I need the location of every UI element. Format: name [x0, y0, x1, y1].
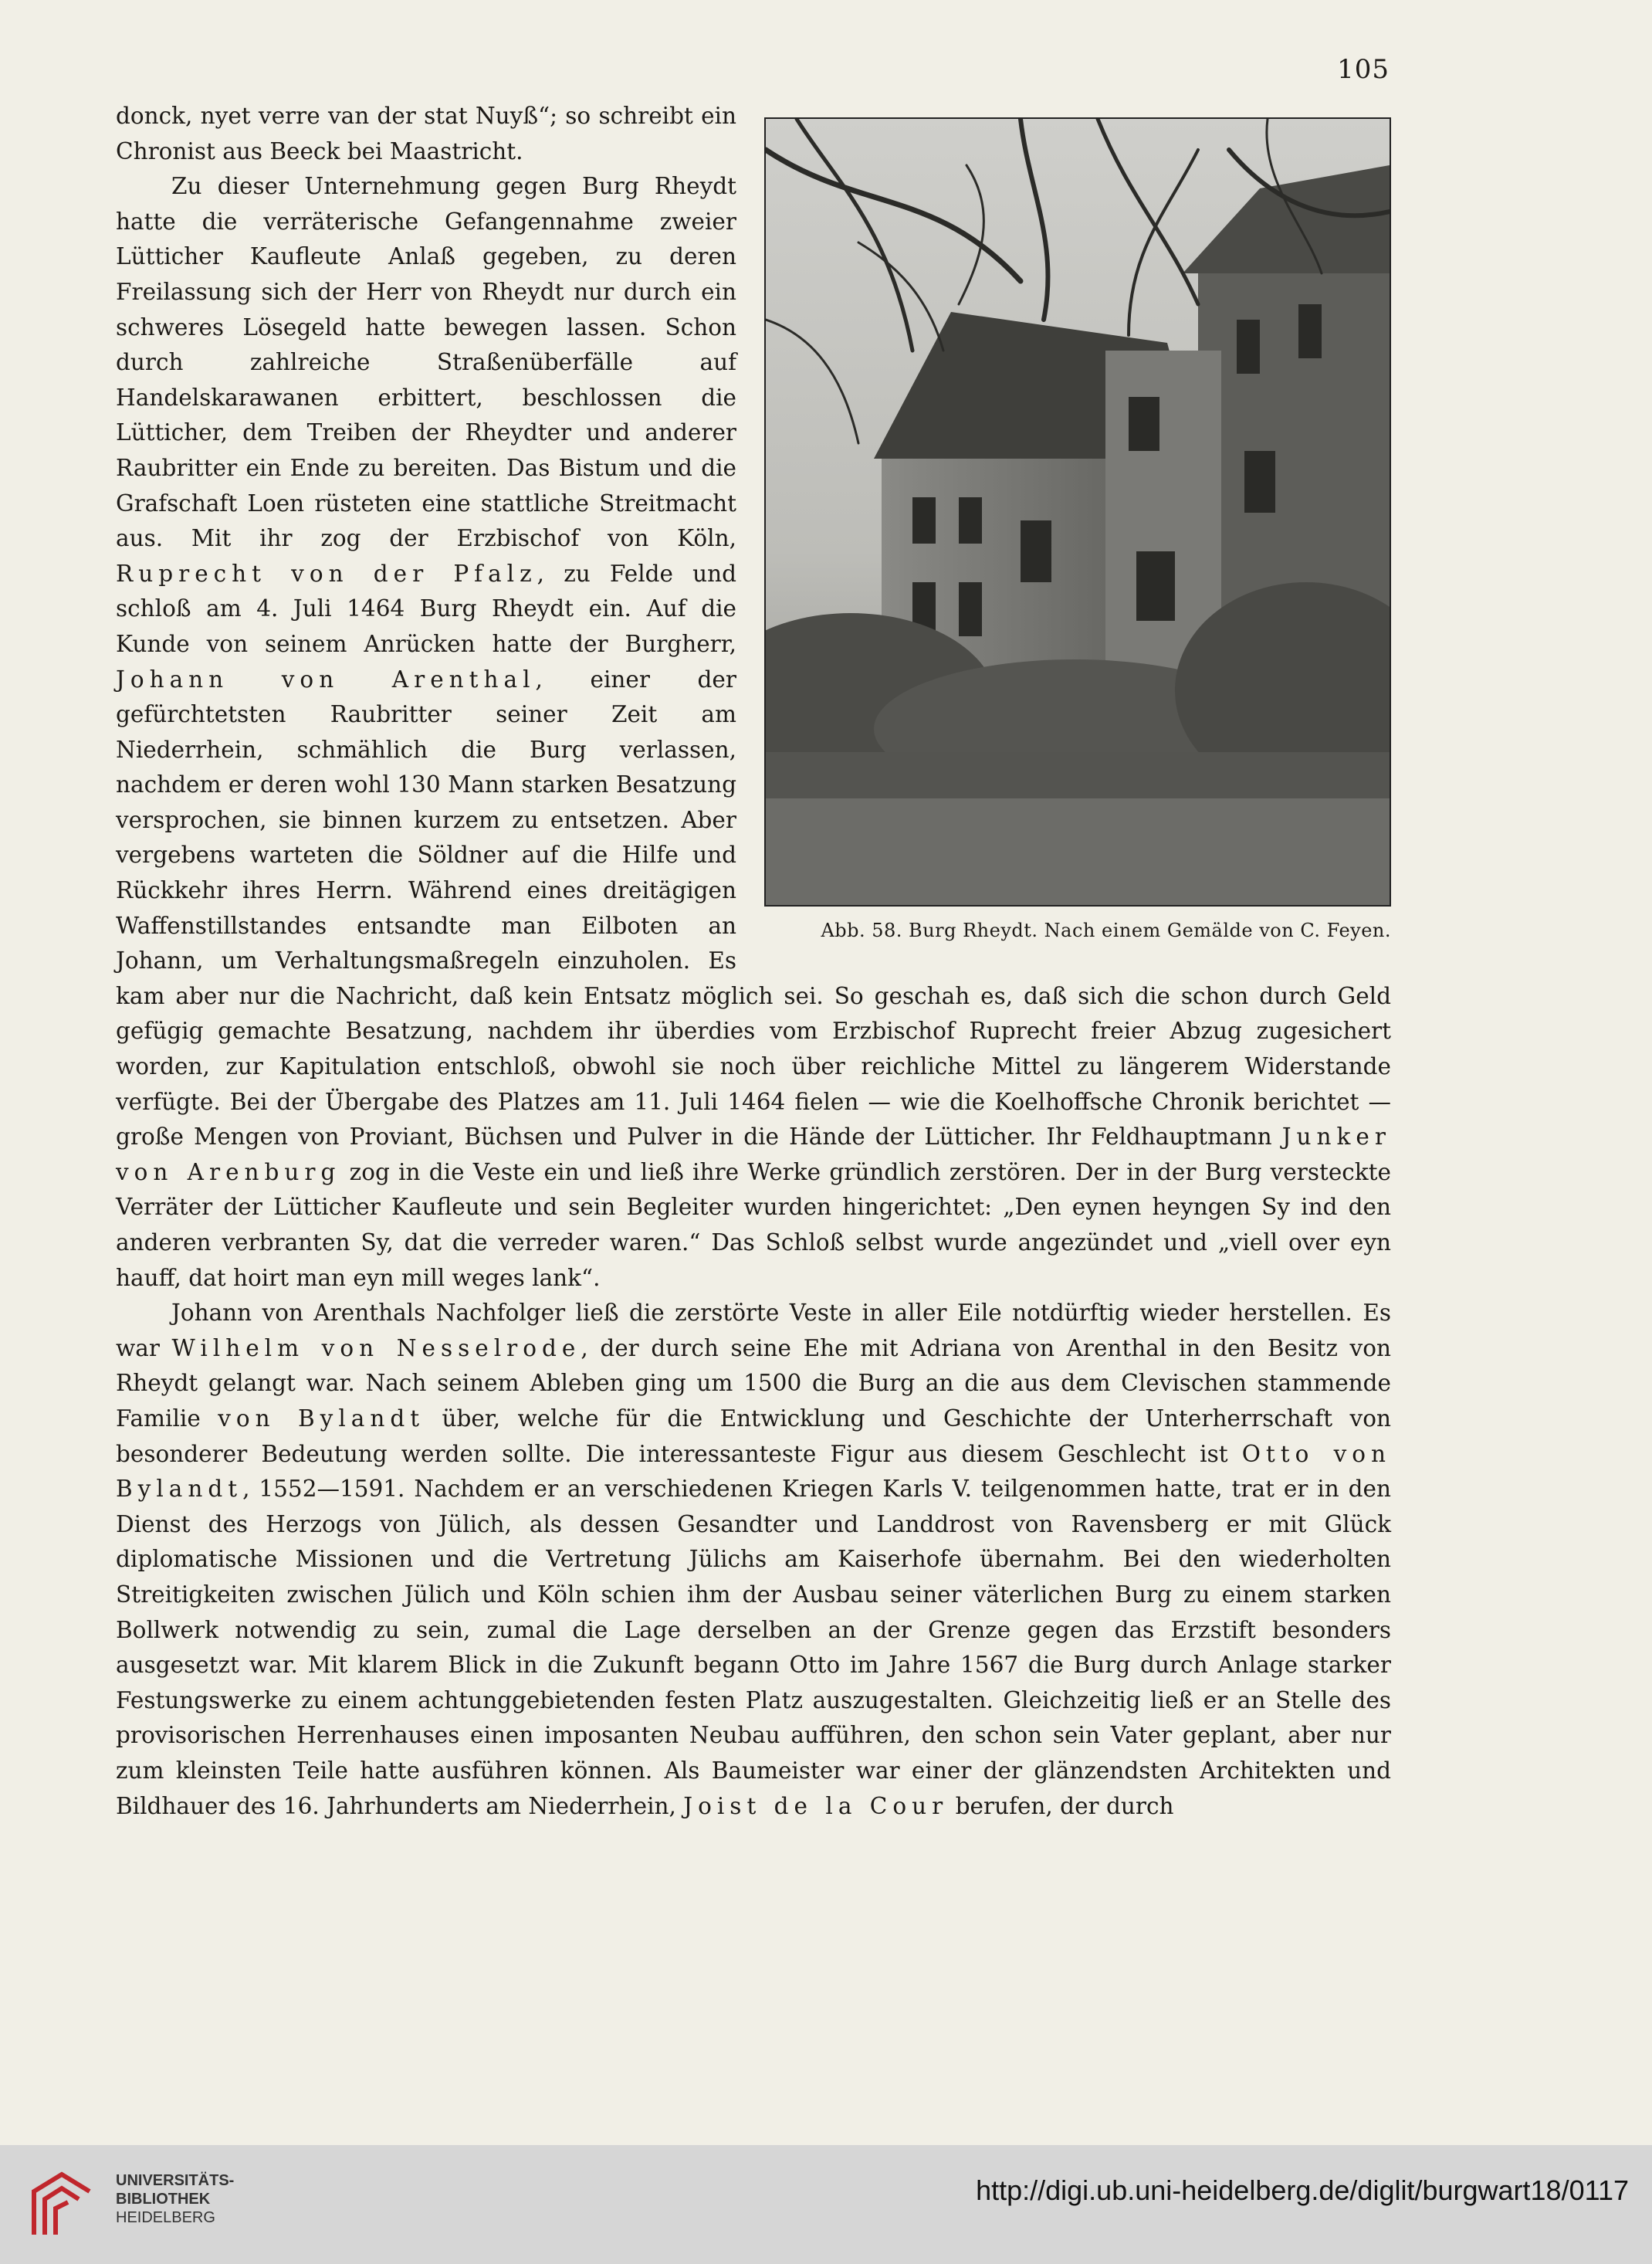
figure	[764, 117, 1391, 944]
text-run: , 1552—1591. Nachdem er an verschiedenen Kriegen Karls V. teilgenommen hatte, trat er in den Dienst des Herzogs von Jülich, als dessen Gesandter und Landdrost von Ravensberg er mit Glück diplomatische Missionen und die Vertretung Jülichs am Kaiserhofe übernahm. Bei den wiederholten Streitigkeiten zwischen Jülich und Köln schien ihm der Ausbau seiner väterlichen Burg zu einem starken Bollwerk notwendig zu sein, zumal die Lage derselben an der Grenze gegen das Erzstift besonders ausgesetzt war. Mit klarem Blick in die Zukunft begann Otto im Jahre 1567 die Burg durch Anlage starker Festungswerke zu einem achtunggebietenden festen Platz auszugestalten. Gleichzeitig ließ er an Stelle des provisorischen Herrenhauses einen imposanten Neubau aufführen, den schon sein Vater geplant, aber nur zum kleinsten Teile hatte ausführen können. Als Baumeister war einer der glänzendsten Architekten und Bildhauer des 16. Jahrhunderts am Niederrhein,	[116, 1476, 1391, 1819]
emphasized-name: Otto von Bylandt	[116, 1440, 1391, 1503]
text-run: donck, nyet verre van der stat Nuyß“; so schreibt ein Chronist aus Beeck bei Maastricht.	[116, 103, 736, 164]
source-url[interactable]: http://digi.ub.uni-heidelberg.de/diglit/burgwart18/0117	[976, 2174, 1629, 2206]
article-body	[116, 99, 1391, 1824]
text-run: Zu dieser Unternehmung gegen Burg Rheydt hatte die verräterische Gefangennahme zweier Lütticher Kaufleute Anlaß gegeben, zu deren Freilassung sich der Herr von Rheydt nur durch ein schweres Lösegeld hatte bewegen lassen. Schon durch zahlreiche Straßenüberfälle auf Handelskarawanen erbittert, beschlossen die Lütticher, dem Treiben der Rheydter und anderer Raubritter ein Ende zu bereiten. Das Bistum und die Grafschaft Loen rüsteten eine stattliche Streitmacht aus. Mit ihr zog der Erzbischof von Köln,	[116, 173, 736, 552]
castle-illustration	[766, 119, 1390, 905]
emphasized-name: Wilhelm von Nesselrode	[171, 1334, 581, 1361]
page-number: 105	[1337, 54, 1390, 85]
paragraph	[116, 1296, 1391, 1824]
emphasized-name: von Bylandt	[218, 1405, 425, 1432]
text-run: berufen, der durch	[948, 1792, 1174, 1819]
text-run: über, welche für die Entwicklung und Geschichte der Unterherrschaft von besonderer Bedeutung werden sollte. Die interessanteste Figur aus diesem Geschlecht ist	[116, 1405, 1391, 1467]
library-logo-icon	[19, 2161, 105, 2247]
text-run: , einer der gefürchtetsten Raubritter seiner Zeit am Niederrhein, schmählich die Burg verlassen, nachdem er deren wohl 130 Mann starken Besatzung versprochen, sie binnen kurzem zu entsetzen. Aber vergebens warteten die Söldner auf die Hilfe und Rückkehr ihres Herrn. Während eines dreitägigen Waffenstillstandes entsandte man Eilboten an Johann, um Verhaltungsmaßregeln einzuholen. Es kam aber nur die Nachricht, daß kein Entsatz möglich sei. So geschah es, daß sich die schon durch Geld gefügig gemachte Besatzung, nachdem ihr überdies vom Erzbischof Ruprecht freier Abzug zugesichert worden, zur Kapitulation entschloß, obwohl sie noch über reichliche Mittel zu längerem Widerstande verfügte. Bei der Übergabe des Platzes am 11. Juli 1464 fielen — wie die Koelhoffsche Chronik berichtet — große Mengen von Proviant, Büchsen und Pulver in die Hände der Lütticher. Ihr Feldhauptmann	[116, 666, 1391, 1151]
figure-caption: Abb. 58. Burg Rheydt. Nach einem Gemälde von C. Feyen.	[821, 920, 1391, 941]
emphasized-name: Junker von Arenburg	[116, 1124, 1391, 1185]
castle-painting	[764, 117, 1391, 907]
text-run: , der durch seine Ehe mit Adriana von Arenthal in den Besitz von Rheydt gelangt war. Nach seinem Ableben ging um 1500 die Burg an die aus dem Clevischen stammende Familie	[116, 1334, 1391, 1432]
library-name-line2: BIBLIOTHEK	[116, 2191, 211, 2208]
text-run: Johann von Arenthals Nachfolger ließ die zerstörte Veste in aller Eile notdürftig wieder herstellen. Es war	[116, 1300, 1391, 1361]
library-name-line1: UNIVERSITÄTS-	[116, 2172, 235, 2189]
library-name	[116, 2171, 234, 2227]
text-run: , zu Felde und schloß am 4. Juli 1464 Burg Rheydt ein. Auf die Kunde von seinem Anrücken hatte der Burgherr,	[116, 560, 736, 657]
emphasized-name: Ruprecht von der Pfalz	[116, 560, 537, 587]
library-name-line3: HEIDELBERG	[116, 2209, 215, 2226]
emphasized-name: Johann von Arenthal	[116, 666, 536, 693]
footer-bar	[0, 2145, 1652, 2264]
emphasized-name: Joist de la Cour	[683, 1792, 949, 1819]
text-run: zog in die Veste ein und ließ ihre Werke gründlich zerstören. Der in der Burg versteckte Verräter der Lütticher Kaufleute und sein Begleiter wurden hingerichtet: „Den eynen heyngen Sy ind den anderen verbranten Sy, dat die verreder waren.“ Das Schloß selbst wurde angezündet und „viell over eyn hauff, dat hoirt man eyn mill weges lank“.	[116, 1158, 1391, 1291]
